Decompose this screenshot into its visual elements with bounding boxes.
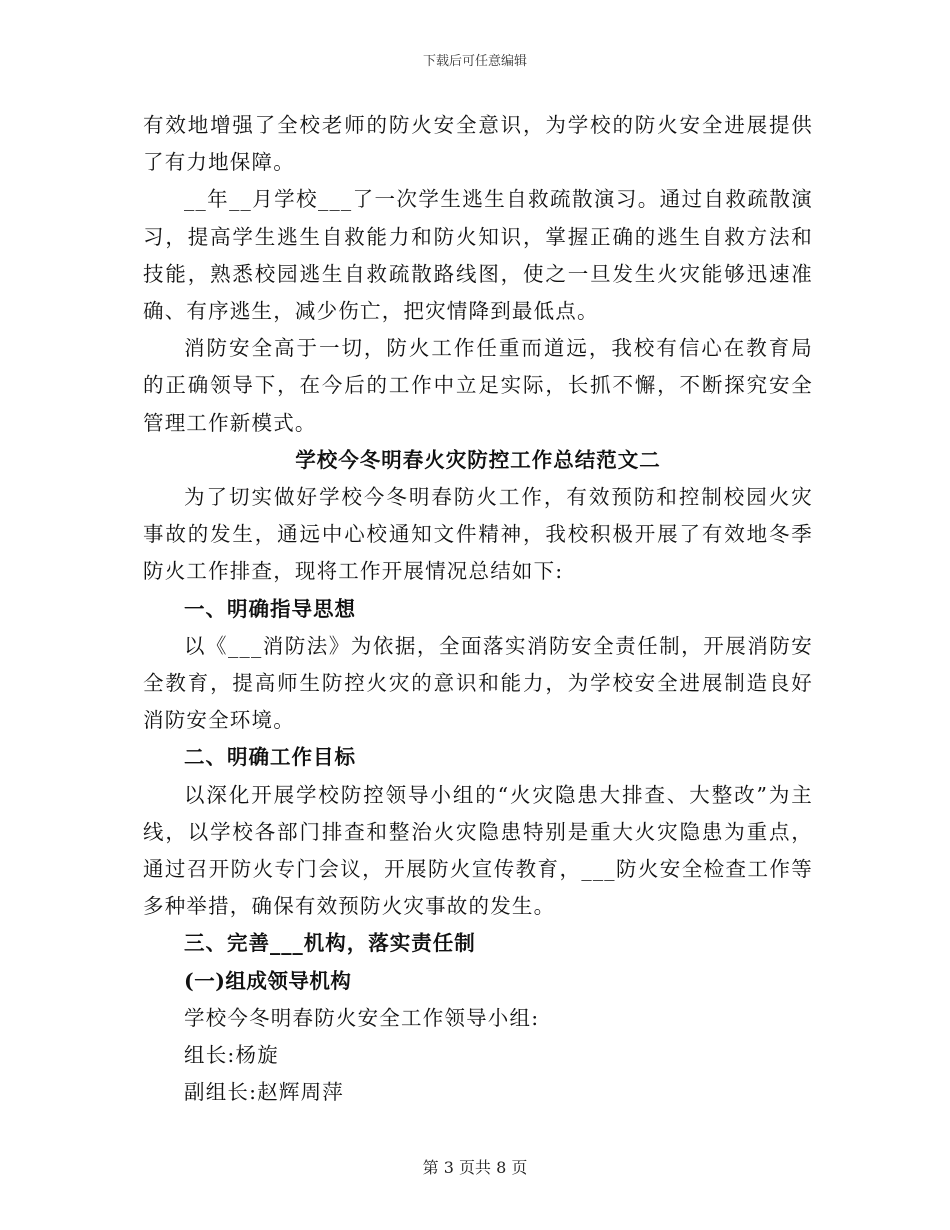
section-title: 学校今冬明春火灾防控工作总结范文二 (295, 447, 661, 472)
page-number: 第 3 页共 8 页 (422, 1158, 528, 1177)
heading-guiding-ideology: 一、明确指导思想 (184, 596, 356, 621)
paragraph-work-goals: 以深化开展学校防控领导小组的“火灾隐患大排查、大整改”为主线，以学校各部门排查和整治火灾隐患特别是重大火灾隐患为重点，通过召开防火专门会议，开展防火宣传教育，___防火安全检查工作等多种举措，确保有效预防火灾事故的发生。 (143, 782, 813, 919)
paragraph-intro: 为了切实做好学校今冬明春防火工作，有效预防和控制校园火灾事故的发生，通远中心校通知文件精神，我校积极开展了有效地冬季防火工作排查，现将工作开展情况总结如下: (143, 485, 813, 584)
heading-work-goals: 二、明确工作目标 (184, 745, 356, 770)
page-header: 下载后可任意编辑 (422, 54, 527, 69)
heading-organization: 三、完善___机构，落实责任制 (184, 931, 476, 956)
paragraph-continuation: 有效地增强了全校老师的防火安全意识，为学校的防火安全进展提供了有力地保障。 (143, 113, 813, 175)
paragraph-evacuation-drill: __年__月学校___了一次学生逃生自救疏散演习。通过自救疏散演习，提高学生逃生自救能力和防火知识，掌握正确的逃生自救方法和技能，熟悉校园逃生自救疏散路线图，使之一旦发生火灾能够迅速准确、有序逃生，减少伤亡，把灾情降到最低点。 (143, 187, 813, 324)
paragraph-leadership-group: 学校今冬明春防火安全工作领导小组: (184, 1005, 540, 1030)
paragraph-conclusion: 消防安全高于一切，防火工作任重而道远，我校有信心在教育局的正确领导下，在今后的工作中立足实际，长抓不懈，不断探究安全管理工作新模式。 (143, 336, 813, 435)
document-body (143, 107, 813, 1111)
paragraph-deputy-leader: 副组长:赵辉周萍 (184, 1080, 345, 1105)
paragraph-guiding-ideology: 以《___消防法》为依据，全面落实消防安全责任制，开展消防安全教育，提高师生防控火灾的意识和能力，为学校安全进展制造良好消防安全环境。 (143, 633, 813, 733)
paragraph-group-leader: 组长:杨旋 (184, 1043, 279, 1068)
subheading-leadership: (一)组成领导机构 (184, 968, 352, 993)
